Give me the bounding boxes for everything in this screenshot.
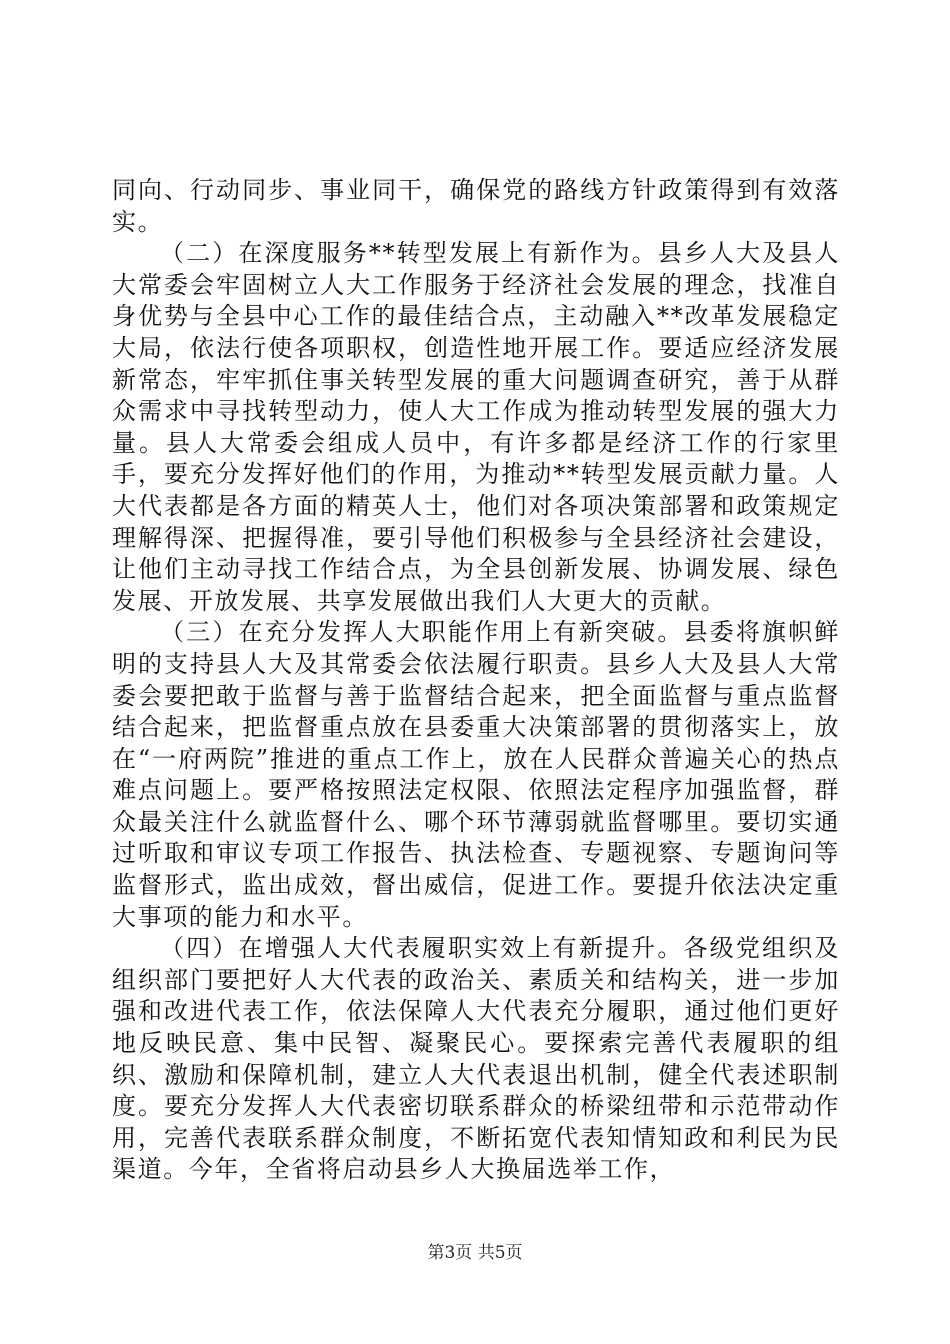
paragraph-section-3: （三）在充分发挥人大职能作用上有新突破。县委将旗帜鲜明的支持县人大及其常委会依法履行职责。县乡人大及县人大常委会要把敢于监督与善于监督结合起来，把全面监督与重点监督结合起来，把监督重点放在县委重大决策部署的贯彻落实上，放在“一府两院”推进的重点工作上，放在人民群众普遍关心的热点难点问题上。要严格按照法定权限、依照法定程序加强监督，群众最关注什么就监督什么、哪个环节薄弱就监督哪里。要切实通过听取和审议专项工作报告、执法检查、专题视察、专题询问等监督形式，监出成效，督出威信，促进工作。要提升依法决定重大事项的能力和水平。 [112, 618, 840, 931]
document-body [112, 175, 840, 1186]
paragraph-section-4: （四）在增强人大代表履职实效上有新提升。各级党组织及组织部门要把好人大代表的政治关、素质关和结构关，进一步加强和改进代表工作，依法保障人大代表充分履职，通过他们更好地反映民意、集中民智、凝聚民心。要探索完善代表履职的组织、激励和保障机制，建立人大代表退出机制，健全代表述职制度。要充分发挥人大代表密切联系群众的桥梁纽带和示范带动作用，完善代表联系群众制度，不断拓宽代表知情知政和利民为民渠道。今年，全省将启动县乡人大换届选举工作， [112, 934, 840, 1184]
paragraph-continuation: 同向、行动同步、事业同干，确保党的路线方针政策得到有效落实。 [112, 176, 840, 236]
paragraph-section-2: （二）在深度服务**转型发展上有新作为。县乡人大及县人大常委会牢固树立人大工作服务于经济社会发展的理念，找准自身优势与全县中心工作的最佳结合点，主动融入**改革发展稳定大局，依法行使各项职权，创造性地开展工作。要适应经济发展新常态，牢牢抓住事关转型发展的重大问题调查研究，善于从群众需求中寻找转型动力，使人大工作成为推动转型发展的强大力量。县人大常委会组成人员中，有许多都是经济工作的行家里手，要充分发挥好他们的作用，为推动**转型发展贡献力量。人大代表都是各方面的精英人士，他们对各项决策部署和政策规定理解得深、把握得准，要引导他们积极参与全县经济社会建设，让他们主动寻找工作结合点，为全县创新发展、协调发展、绿色发展、开放发展、共享发展做出我们人大更大的贡献。 [112, 239, 840, 615]
page-footer: 第3页 共5页 [427, 1243, 523, 1263]
